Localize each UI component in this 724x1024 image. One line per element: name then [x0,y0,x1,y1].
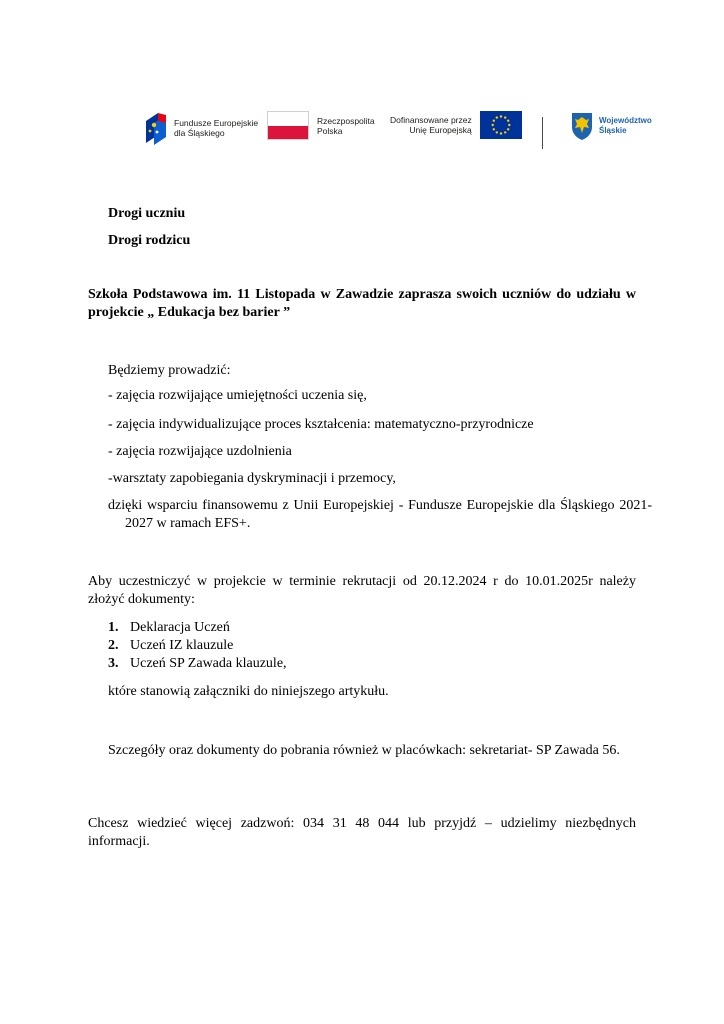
attachments-note: które stanowią załączniki do niniejszego artykułu. [108,684,389,699]
fundusze-europejskie-logo [144,111,258,145]
document-label: Deklaracja Uczeń [130,620,230,635]
document-number: 1. [108,620,119,635]
fundusze-europejskie-text: Fundusze Europejskie dla Śląskiego [174,118,259,138]
document-label: Uczeń IZ klauzule [130,638,234,653]
rzeczpospolita-polska-text: Rzeczpospolita Polska [317,115,375,136]
fundusze-europejskie-mark-icon [144,111,168,145]
document-number: 2. [108,638,119,653]
recruitment-text: Aby uczestniczyć w projekcie w terminie rekrutacji od 20.12.2024 r do 10.01.2025r należy złożyć dokumenty: [88,574,636,607]
document-list-item [108,655,287,673]
slaskie-eagle-crest-icon [570,111,594,141]
logo-separator [542,117,543,149]
activity-item: - zajęcia indywidualizujące proces kształcenia: matematyczno-przyrodnicze [108,417,534,432]
polish-flag-icon [267,111,309,140]
logo-strip [144,111,664,153]
wojewodztwo-slaskie-logo [570,111,652,141]
project-intro: Szkoła Podstawowa im. 11 Listopada w Zawadzie zaprasza swoich uczniów do udziału w projekcie „ Edukacja bez barier ” [88,287,636,320]
eu-cofinancing-text: Dofinansowane przez Unię Europejską [390,115,472,135]
document-list-item [108,619,230,637]
activity-item: -warsztaty zapobiegania dyskryminacji i przemocy, [108,471,396,486]
funding-statement: dzięki wsparciu finansowemu z Unii Europejskiej - Fundusze Europejskie dla Śląskiego 2021-2027 w ramach EFS+. [108,498,652,531]
contact-text: Chcesz wiedzieć więcej zadzwoń: 034 31 48 044 lub przyjdź – udzielimy niezbędnych informacji. [88,816,636,849]
eu-flag-icon [480,111,522,139]
greeting-student: Drogi uczniu [108,206,186,221]
activity-item: - zajęcia rozwijające umiejętności uczenia się, [108,388,367,403]
document-number: 3. [108,656,119,671]
activities-heading: Będziemy prowadzić: [108,363,231,378]
document-label: Uczeń SP Zawada klauzule, [130,656,287,671]
details-text: Szczegóły oraz dokumenty do pobrania również w placówkach: sekretariat- SP Zawada 56. [108,743,620,758]
wojewodztwo-slaskie-text: Województwo Śląskie [599,116,652,135]
rzeczpospolita-polska-logo [267,111,375,140]
greeting-parent: Drogi rodzicu [108,233,191,248]
eu-cofinancing-logo [390,111,522,139]
activity-item: - zajęcia rozwijające uzdolnienia [108,444,292,459]
document-list-item [108,637,233,655]
